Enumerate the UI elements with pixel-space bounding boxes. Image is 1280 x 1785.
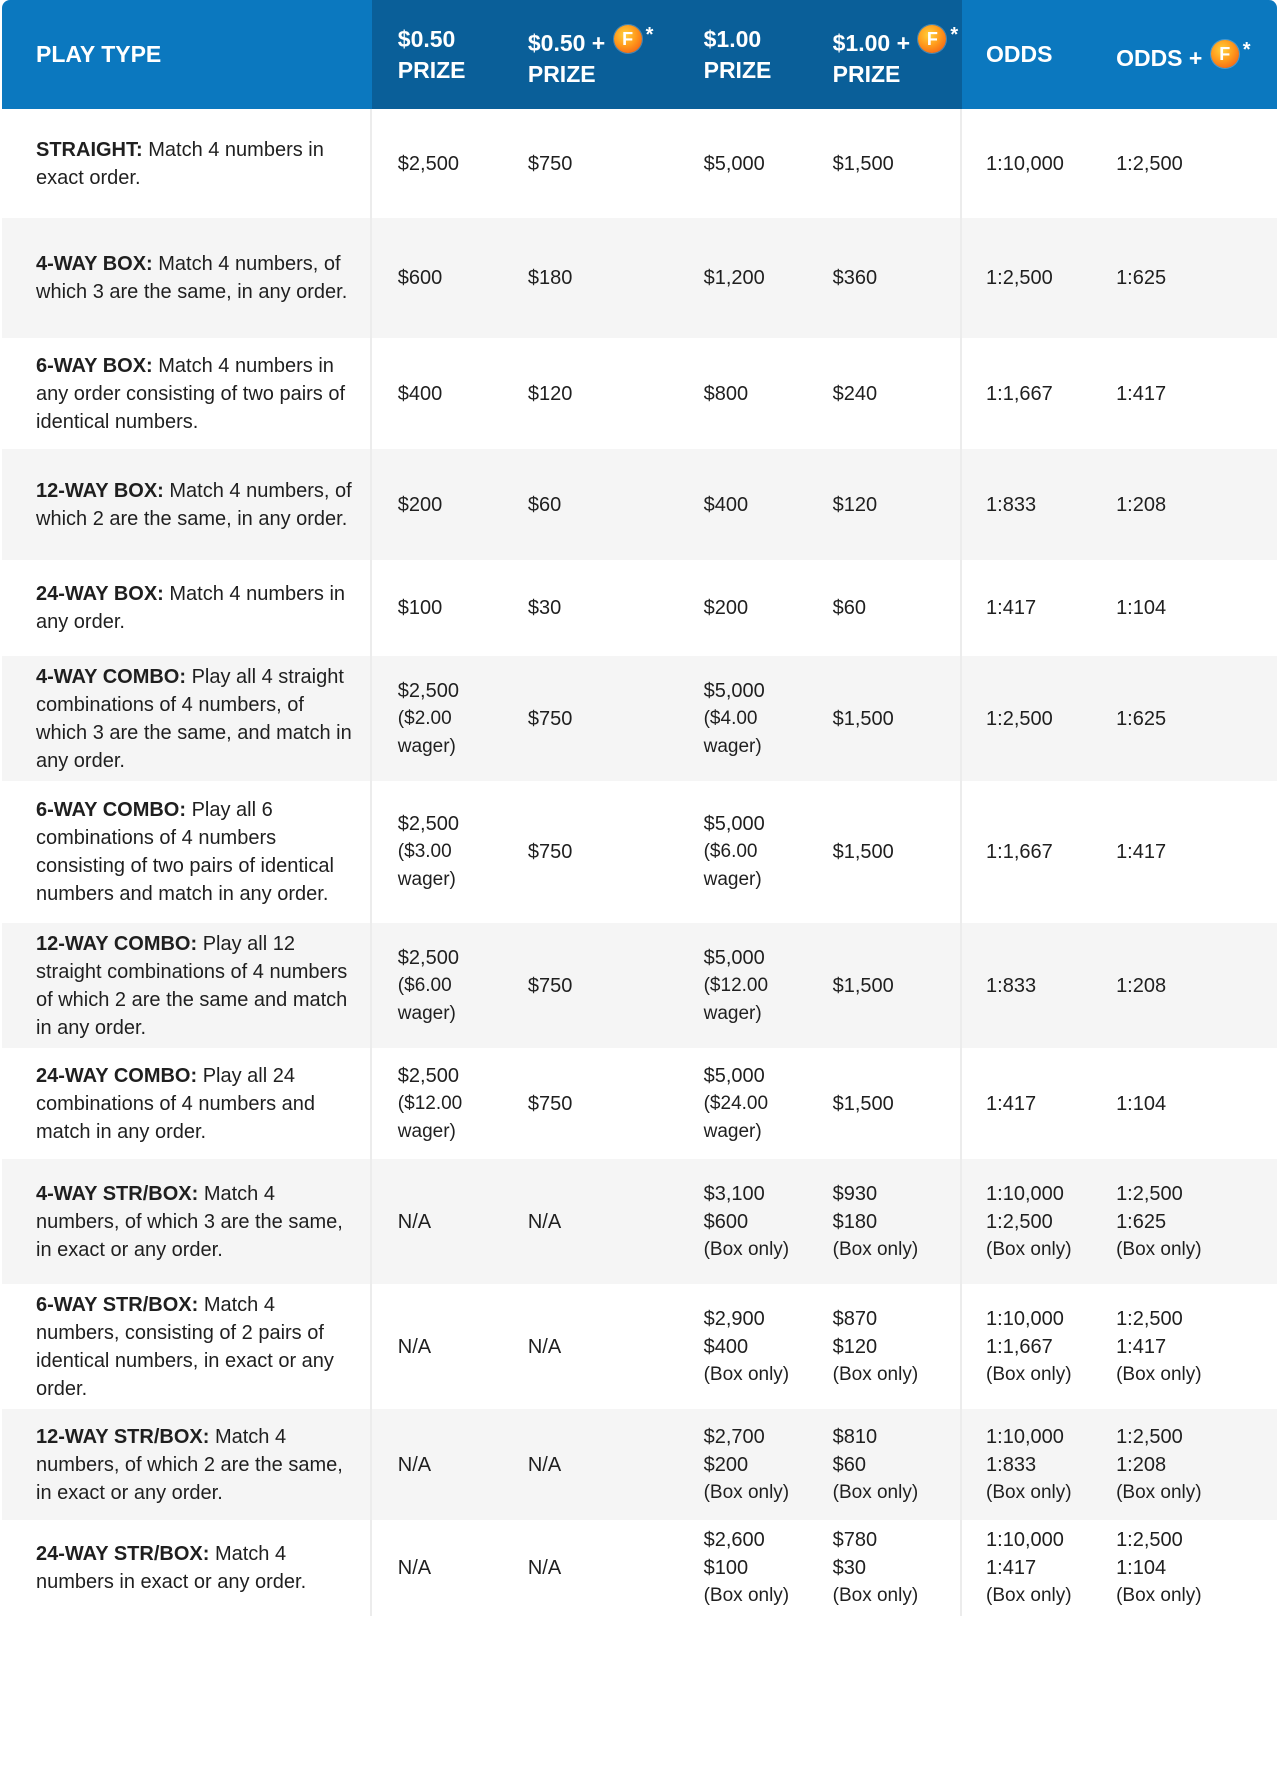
odds-fireball-value: 1:2,500 [1116,1529,1183,1551]
header-050f-prize-label: PRIZE [527,60,596,87]
odds-value: 1:417 [986,1092,1037,1115]
play-type-name: 4-WAY STR/BOX: [36,1182,199,1205]
odds-value: 1:833 [986,1453,1037,1476]
prize-050-fireball-value: $60 [527,493,562,516]
prize-050-value: ($2.00 [397,707,452,729]
odds-value: 1:2,500 [986,1210,1053,1233]
prize-100-value: wager) [703,1120,762,1142]
prize-100-value: wager) [703,735,762,757]
header-play-type [2,0,372,109]
prize-100-cell [680,1159,809,1284]
play-type-description: Match 4 numbers, consisting of 2 pairs of identical numbers, in exact or any order. [36,1293,334,1400]
fireball-icon: F [918,25,946,53]
odds-cell [962,1409,1092,1520]
prize-100-value: $5,000 [703,152,765,175]
play-type-cell [2,109,372,218]
prize-050-value: wager) [397,869,456,890]
prize-100-fireball-value: $1,500 [832,974,894,997]
header-play-type-label: PLAY TYPE [36,41,162,67]
prize-100-value: $600 [703,1210,749,1233]
prize-100-value: $2,900 [703,1307,765,1330]
play-type-description: Match 4 numbers in any order consisting of two pairs of identical numbers. [36,354,346,433]
odds-value: 1:417 [986,597,1037,619]
prize-050-cell [372,781,504,923]
prize-100-fireball-cell [809,338,962,449]
prize-100-cell [680,560,809,656]
prize-100-cell [680,923,809,1048]
prize-050-cell [372,1159,504,1284]
prize-050-value: $2,500 [397,1064,459,1087]
prize-100-value: ($24.00 [703,1092,769,1114]
prize-100-fireball-value: $120 [832,493,878,516]
prize-100-value: $200 [703,1453,749,1476]
play-type-cell [2,1159,372,1284]
header-odds [962,0,1092,109]
prize-100-fireball-value: $810 [832,1425,878,1448]
prize-050-fireball-value: N/A [527,1557,562,1579]
prize-050-value: N/A [397,1453,432,1476]
play-type-cell [2,560,372,656]
play-type-description: Play all 6 combinations of 4 numbers consisting of two pairs of identical numbers and match in any order. [36,799,334,905]
play-type-description: Match 4 numbers, of which 2 are the same, in exact or any order. [36,1425,343,1504]
prize-100-fireball-cell [809,923,962,1048]
prize-100-value: $5,000 [703,946,765,969]
table-row [2,449,1277,560]
prize-100-value: (Box only) [703,1238,790,1260]
header-100f-label: $1.00 + [832,29,911,56]
prize-100-fireball-cell [809,1284,962,1409]
prize-050-value: wager) [397,1002,456,1024]
prize-050-fireball-cell [504,781,680,923]
prize-050-fireball-value: N/A [527,1210,562,1233]
play-type-description: Match 4 numbers, of which 2 are the same, in any order. [36,479,352,530]
prize-050-fireball-value: $750 [527,152,573,175]
odds-fireball-value: 1:104 [1116,1092,1167,1115]
prize-050-value: wager) [397,1120,456,1142]
header-100-prize-label: PRIZE [703,56,772,83]
header-050-label: $0.50 [397,25,456,52]
prize-050-fireball-value: N/A [527,1335,562,1358]
prize-050-value: ($12.00 [397,1092,463,1114]
table-row [2,1159,1277,1284]
prize-050-cell [372,923,504,1048]
prize-050-value: N/A [397,1557,432,1579]
odds-value: 1:10,000 [986,1425,1064,1448]
prize-050-cell [372,449,504,560]
prize-050-fireball-cell [504,1159,680,1284]
odds-fireball-cell [1092,781,1277,923]
prize-050-value: wager) [397,735,456,757]
play-type-description: Play all 24 combinations of 4 numbers and match in any order. [36,1064,316,1143]
prize-100-fireball-cell [809,449,962,560]
play-type-cell [2,1520,372,1616]
play-type-cell [2,923,372,1048]
odds-value: 1:2,500 [986,267,1053,289]
prize-050-fireball-cell [504,923,680,1048]
table-row [2,656,1277,781]
fireball-icon: F [614,25,642,53]
prize-050-fireball-cell [504,1409,680,1520]
prize-050-value: $2,500 [397,679,459,702]
prize-100-value: (Box only) [703,1585,790,1606]
odds-fireball-cell [1092,1409,1277,1520]
odds-value: (Box only) [986,1585,1072,1606]
prize-050-cell [372,560,504,656]
odds-fireball-cell [1092,1159,1277,1284]
prize-100-cell [680,1048,809,1159]
play-type-description: Play all 12 straight combinations of 4 numbers of which 2 are the same and match in any order. [36,932,348,1039]
prize-050-cell [372,1520,504,1616]
odds-value: 1:417 [986,1557,1037,1579]
prize-050-cell [372,1284,504,1409]
prize-100-value: wager) [703,1002,762,1024]
prize-100-fireball-value: $780 [832,1529,878,1551]
prize-100-cell [680,781,809,923]
odds-fireball-value: 1:104 [1116,597,1167,619]
prize-100-fireball-value: $180 [832,1210,878,1233]
prize-100-value: (Box only) [703,1363,790,1385]
odds-cell [962,338,1092,449]
play-type-description: Match 4 numbers in exact or any order. [36,1543,307,1593]
odds-value: 1:10,000 [986,1307,1064,1330]
prize-050-fireball-cell [504,449,680,560]
prize-050-fireball-value: $180 [527,267,573,289]
odds-value: 1:10,000 [986,152,1064,175]
odds-cell [962,109,1092,218]
play-type-cell [2,1409,372,1520]
prize-100-fireball-cell [809,656,962,781]
odds-fireball-value: (Box only) [1116,1238,1202,1260]
header-050-prize-label: PRIZE [397,56,466,83]
prize-100-value: $2,600 [703,1529,765,1551]
prize-100-fireball-cell [809,109,962,218]
odds-cell [962,656,1092,781]
odds-fireball-value: 1:417 [1116,1335,1167,1358]
prize-100-fireball-value: $360 [832,267,878,289]
prize-050-value: $2,500 [397,813,459,835]
prize-100-fireball-cell [809,781,962,923]
prize-100-fireball-value: $870 [832,1307,878,1330]
asterisk-mark: * [645,23,654,46]
prize-100-value: (Box only) [703,1481,790,1503]
prize-050-value: ($3.00 [397,841,452,862]
prize-050-cell [372,656,504,781]
play-type-description: Match 4 numbers in exact order. [36,138,324,189]
odds-fireball-value: 1:104 [1116,1557,1167,1579]
prize-050-fireball-cell [504,1520,680,1616]
odds-fireball-value: (Box only) [1116,1585,1202,1606]
odds-fireball-value: 1:625 [1116,707,1167,730]
odds-cell [962,1048,1092,1159]
header-050-fireball-prize [504,0,680,109]
prize-100-cell [680,656,809,781]
odds-fireball-value: 1:625 [1116,1210,1167,1233]
odds-cell [962,1284,1092,1409]
prize-100-fireball-value: $930 [832,1182,878,1205]
odds-cell [962,449,1092,560]
prize-050-value: $200 [397,493,443,516]
odds-fireball-value: 1:625 [1116,267,1167,289]
prize-100-fireball-value: (Box only) [832,1238,919,1260]
odds-fireball-cell [1092,1048,1277,1159]
prize-050-fireball-value: $120 [527,382,573,405]
table-row [2,218,1277,338]
prize-100-fireball-value: $1,500 [832,1092,894,1115]
play-type-cell [2,1284,372,1409]
table-row [2,1409,1277,1520]
odds-fireball-value: 1:2,500 [1116,1182,1183,1205]
prize-100-value: $400 [703,493,749,516]
prize-100-fireball-value: $240 [832,382,878,405]
prize-100-value: ($12.00 [703,974,769,996]
odds-value: 1:1,667 [986,841,1053,863]
odds-fireball-cell [1092,923,1277,1048]
header-oddsf-label: ODDS + [1116,45,1203,71]
play-type-cell [2,656,372,781]
play-type-description: Match 4 numbers in any order. [36,583,346,633]
odds-fireball-cell [1092,560,1277,656]
play-type-description: Match 4 numbers, of which 3 are the same, in any order. [36,253,348,303]
odds-fireball-value: 1:417 [1116,841,1167,863]
prize-050-value: ($6.00 [397,974,452,996]
play-type-name: 6-WAY STR/BOX: [36,1293,199,1316]
odds-cell [962,1520,1092,1616]
play-type-cell [2,1048,372,1159]
prize-100-fireball-value: $1,500 [832,152,894,175]
prize-100-fireball-cell [809,1048,962,1159]
prize-050-fireball-cell [504,1048,680,1159]
prize-100-cell [680,1520,809,1616]
table-row [2,560,1277,656]
play-type-name: 24-WAY BOX: [36,583,164,605]
odds-value: 1:1,667 [986,1335,1053,1358]
fireball-icon: F [1211,40,1239,68]
play-type-name: 6-WAY COMBO: [36,799,187,821]
prize-050-cell [372,218,504,338]
play-type-name: 12-WAY STR/BOX: [36,1425,210,1448]
prize-050-fireball-cell [504,109,680,218]
table-row [2,1048,1277,1159]
prize-100-cell [680,338,809,449]
prize-100-fireball-cell [809,1159,962,1284]
table-header-row [2,0,1277,109]
odds-cell [962,1159,1092,1284]
table-row [2,109,1277,218]
odds-fireball-value: 1:2,500 [1116,152,1183,175]
prize-050-value: $600 [397,267,443,289]
header-100-label: $1.00 [703,25,762,52]
prize-050-value: N/A [397,1210,432,1233]
header-100f-prize-label: PRIZE [832,60,901,87]
odds-fireball-cell [1092,656,1277,781]
play-type-name: 24-WAY STR/BOX: [36,1543,210,1565]
prize-100-cell [680,218,809,338]
odds-value: 1:833 [986,493,1037,516]
odds-fireball-value: (Box only) [1116,1363,1202,1385]
odds-value: (Box only) [986,1481,1072,1503]
odds-value: 1:10,000 [986,1529,1064,1551]
odds-fireball-value: (Box only) [1116,1481,1202,1503]
header-odds-fireball [1092,0,1277,109]
odds-value: 1:2,500 [986,707,1053,730]
table-row [2,1520,1277,1616]
odds-fireball-cell [1092,449,1277,560]
prize-050-fireball-value: N/A [527,1453,562,1476]
play-type-description: Match 4 numbers, of which 3 are the same, in exact or any order. [36,1182,343,1261]
odds-fireball-value: 1:417 [1116,382,1167,405]
prize-050-fireball-cell [504,656,680,781]
odds-cell [962,923,1092,1048]
prize-100-fireball-value: $120 [832,1335,878,1358]
prize-100-value: $100 [703,1557,749,1579]
play-type-name: 4-WAY BOX: [36,253,153,275]
prize-100-value: ($4.00 [703,707,758,729]
play-type-name: 4-WAY COMBO: [36,665,187,688]
header-100-prize [680,0,809,109]
prize-100-value: ($6.00 [703,841,758,862]
odds-fireball-cell [1092,218,1277,338]
prize-100-fireball-cell [809,218,962,338]
prize-100-cell [680,1409,809,1520]
prize-100-value: $800 [703,382,749,405]
play-type-description: Play all 4 straight combinations of 4 numbers, of which 3 are the same, and match in any order. [36,665,352,772]
prize-050-cell [372,1409,504,1520]
odds-value: 1:833 [986,974,1037,997]
prize-100-fireball-value: $1,500 [832,841,894,863]
prize-050-value: $2,500 [397,152,459,175]
prize-100-fireball-cell [809,560,962,656]
prize-100-fireball-value: (Box only) [832,1585,919,1606]
table-row [2,923,1277,1048]
odds-fireball-cell [1092,109,1277,218]
odds-value: 1:10,000 [986,1182,1064,1205]
play-type-name: 24-WAY COMBO: [36,1064,198,1087]
prize-050-fireball-value: $750 [527,1092,573,1115]
odds-fireball-value: 1:2,500 [1116,1425,1183,1448]
header-050f-label: $0.50 + [527,29,606,56]
prize-100-fireball-cell [809,1520,962,1616]
odds-cell [962,218,1092,338]
prize-050-value: $400 [397,382,443,405]
prize-100-value: $5,000 [703,1064,765,1087]
odds-fireball-cell [1092,1520,1277,1616]
header-050-prize [372,0,504,109]
prize-100-cell [680,449,809,560]
prize-100-value: $5,000 [703,813,765,835]
odds-fireball-value: 1:2,500 [1116,1307,1183,1330]
prize-050-cell [372,338,504,449]
prize-100-fireball-value: $60 [832,597,866,619]
odds-cell [962,781,1092,923]
play-type-cell [2,449,372,560]
prize-100-value: $3,100 [703,1182,765,1205]
prize-050-value: $100 [397,597,443,619]
prize-050-fireball-cell [504,338,680,449]
prize-100-fireball-cell [809,1409,962,1520]
prize-100-value: $5,000 [703,679,765,702]
play-type-name: 12-WAY BOX: [36,479,164,502]
header-100-fireball-prize [809,0,962,109]
prize-100-value: wager) [703,869,762,890]
prize-100-fireball-value: $60 [832,1453,866,1476]
header-odds-label: ODDS [986,41,1053,67]
odds-fireball-value: 1:208 [1116,493,1167,516]
prize-050-fireball-value: $750 [527,841,573,863]
table-row [2,781,1277,923]
prize-100-fireball-value: $30 [832,1557,866,1579]
asterisk-mark: * [1242,39,1251,61]
asterisk-mark: * [950,23,959,46]
play-type-cell [2,338,372,449]
table-body [2,109,1277,1616]
prize-100-fireball-value: (Box only) [832,1481,919,1503]
prize-050-cell [372,1048,504,1159]
prize-050-fireball-value: $750 [527,707,573,730]
prize-100-cell [680,1284,809,1409]
play-type-cell [2,781,372,923]
odds-value: (Box only) [986,1238,1072,1260]
prize-050-value: N/A [397,1335,432,1358]
prize-050-fireball-cell [504,218,680,338]
prize-100-value: $400 [703,1335,749,1358]
prize-050-value: $2,500 [397,946,459,969]
play-type-name: 6-WAY BOX: [36,354,153,377]
odds-fireball-value: 1:208 [1116,1453,1167,1476]
prize-050-fireball-value: $750 [527,974,573,997]
prize-100-value: $200 [703,597,749,619]
prize-100-value: $1,200 [703,267,765,289]
prize-050-fireball-value: $30 [527,597,562,619]
odds-fireball-cell [1092,338,1277,449]
table-row [2,1284,1277,1409]
prize-050-fireball-cell [504,560,680,656]
odds-cell [962,560,1092,656]
prize-odds-table [2,0,1277,1616]
play-type-name: 12-WAY COMBO: [36,932,198,955]
play-type-cell [2,218,372,338]
table-row [2,338,1277,449]
play-type-name: STRAIGHT: [36,138,143,161]
prize-100-fireball-value: (Box only) [832,1363,919,1385]
prize-050-fireball-cell [504,1284,680,1409]
odds-value: (Box only) [986,1363,1072,1385]
prize-100-cell [680,109,809,218]
prize-100-fireball-value: $1,500 [832,707,894,730]
odds-fireball-value: 1:208 [1116,974,1167,997]
prize-100-value: $2,700 [703,1425,765,1448]
odds-value: 1:1,667 [986,382,1053,405]
prize-050-cell [372,109,504,218]
odds-fireball-cell [1092,1284,1277,1409]
